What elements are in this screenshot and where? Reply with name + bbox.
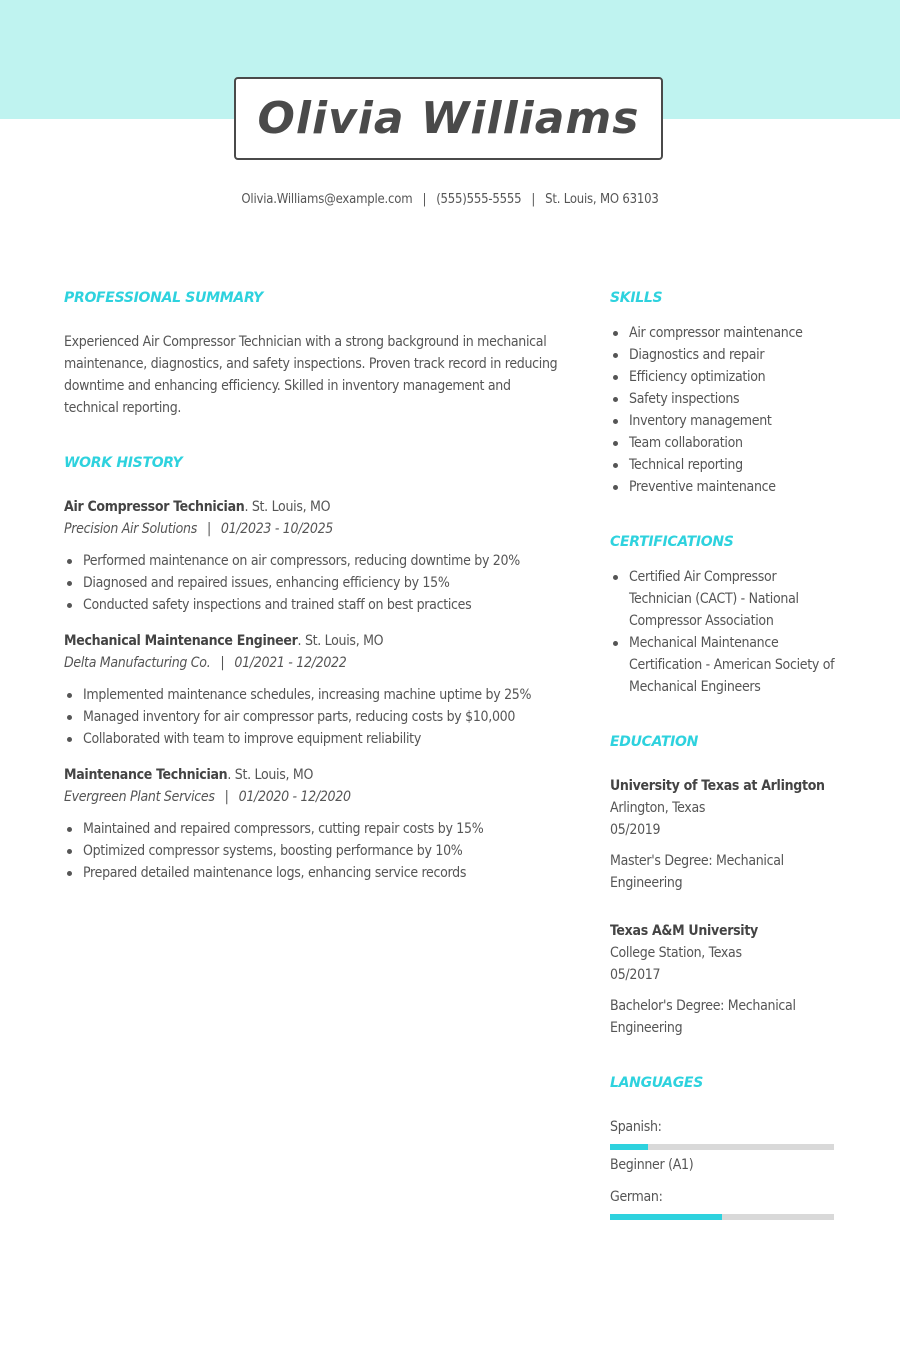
list-item: Managed inventory for air compressor parts, reducing costs by $10,000 xyxy=(64,706,560,728)
separator: | xyxy=(531,192,536,207)
job-dates: 01/2020 - 12/2020 xyxy=(238,789,351,805)
language-name: German: xyxy=(610,1189,663,1205)
job-location: . St. Louis, MO xyxy=(244,499,331,515)
language-level-fill xyxy=(610,1144,648,1150)
certification-item: Mechanical Maintenance Certification - American Society of Mechanical Engineers xyxy=(610,632,836,698)
list-item: Prepared detailed maintenance logs, enhancing service records xyxy=(64,862,560,884)
job-title-line xyxy=(64,764,560,786)
candidate-name: Olivia Williams xyxy=(257,93,640,144)
job-entry xyxy=(64,496,560,616)
separator: | xyxy=(206,521,211,537)
email[interactable]: Olivia.Williams@example.com xyxy=(241,192,413,207)
job-company: Delta Manufacturing Co. xyxy=(64,655,211,671)
graduation-date: 05/2017 xyxy=(610,967,661,983)
job-dates: 01/2023 - 10/2025 xyxy=(220,521,333,537)
right-column xyxy=(610,290,836,1220)
job-location: . St. Louis, MO xyxy=(227,767,314,783)
education-entry xyxy=(610,920,836,1039)
school-name: University of Texas at Arlington xyxy=(610,778,825,794)
skill-item: Diagnostics and repair xyxy=(610,344,836,366)
language-entry xyxy=(610,1116,836,1176)
list-item: Optimized compressor systems, boosting performance by 10% xyxy=(64,840,560,862)
skill-item: Efficiency optimization xyxy=(610,366,836,388)
job-company: Evergreen Plant Services xyxy=(64,789,215,805)
left-column xyxy=(64,290,560,884)
job-company-line xyxy=(64,786,560,808)
list-item: Maintained and repaired compressors, cutting repair costs by 15% xyxy=(64,818,560,840)
job-company: Precision Air Solutions xyxy=(64,521,197,537)
certification-item: Certified Air Compressor Technician (CACT) - National Compressor Association xyxy=(610,566,836,632)
job-title-line xyxy=(64,496,560,518)
job-role: Air Compressor Technician xyxy=(64,499,245,515)
language-entry xyxy=(610,1186,836,1220)
skill-item: Inventory management xyxy=(610,410,836,432)
school-location: Arlington, Texas xyxy=(610,800,706,816)
skill-item: Technical reporting xyxy=(610,454,836,476)
job-bullets xyxy=(64,550,560,616)
list-item: Implemented maintenance schedules, increasing machine uptime by 25% xyxy=(64,684,560,706)
name-box xyxy=(234,77,663,160)
work-history-heading: WORK HISTORY xyxy=(64,455,183,471)
list-item: Collaborated with team to improve equipment reliability xyxy=(64,728,560,750)
summary-text: Experienced Air Compressor Technician with a strong background in mechanical maintenance, diagnostics, and safety inspections. Proven track record in reducing downtime and enhancing efficiency. Skilled in inventory management and technical reporting. xyxy=(64,334,558,416)
job-location: . St. Louis, MO xyxy=(297,633,384,649)
job-company-line xyxy=(64,652,560,674)
language-level-bar xyxy=(610,1214,834,1220)
job-entry xyxy=(64,764,560,884)
language-level: Beginner (A1) xyxy=(610,1157,694,1173)
job-bullets xyxy=(64,684,560,750)
skills-list xyxy=(610,322,836,498)
contact-line xyxy=(0,192,900,207)
job-bullets xyxy=(64,818,560,884)
school-name: Texas A&M University xyxy=(610,923,758,939)
language-name: Spanish: xyxy=(610,1119,662,1135)
certifications-list xyxy=(610,566,836,698)
job-dates: 01/2021 - 12/2022 xyxy=(234,655,347,671)
phone: (555)555-5555 xyxy=(436,192,522,207)
language-level-bar xyxy=(610,1144,834,1150)
certifications-heading: CERTIFICATIONS xyxy=(610,534,734,550)
degree: Master's Degree: Mechanical Engineering xyxy=(610,853,784,891)
education-heading: EDUCATION xyxy=(610,734,698,750)
skill-item: Team collaboration xyxy=(610,432,836,454)
job-role: Mechanical Maintenance Engineer xyxy=(64,633,298,649)
school-location: College Station, Texas xyxy=(610,945,742,961)
languages-heading: LANGUAGES xyxy=(610,1075,703,1091)
job-entry xyxy=(64,630,560,750)
graduation-date: 05/2019 xyxy=(610,822,661,838)
skills-heading: SKILLS xyxy=(610,290,663,306)
skill-item: Safety inspections xyxy=(610,388,836,410)
job-role: Maintenance Technician xyxy=(64,767,228,783)
summary-heading: PROFESSIONAL SUMMARY xyxy=(64,290,263,306)
job-title-line xyxy=(64,630,560,652)
separator: | xyxy=(224,789,229,805)
job-company-line xyxy=(64,518,560,540)
skill-item: Air compressor maintenance xyxy=(610,322,836,344)
separator: | xyxy=(220,655,225,671)
list-item: Performed maintenance on air compressors, reducing downtime by 20% xyxy=(64,550,560,572)
skill-item: Preventive maintenance xyxy=(610,476,836,498)
address: St. Louis, MO 63103 xyxy=(545,192,659,207)
language-level-fill xyxy=(610,1214,722,1220)
degree: Bachelor's Degree: Mechanical Engineering xyxy=(610,998,796,1036)
list-item: Diagnosed and repaired issues, enhancing efficiency by 15% xyxy=(64,572,560,594)
education-entry xyxy=(610,775,836,894)
separator: | xyxy=(422,192,427,207)
list-item: Conducted safety inspections and trained staff on best practices xyxy=(64,594,560,616)
